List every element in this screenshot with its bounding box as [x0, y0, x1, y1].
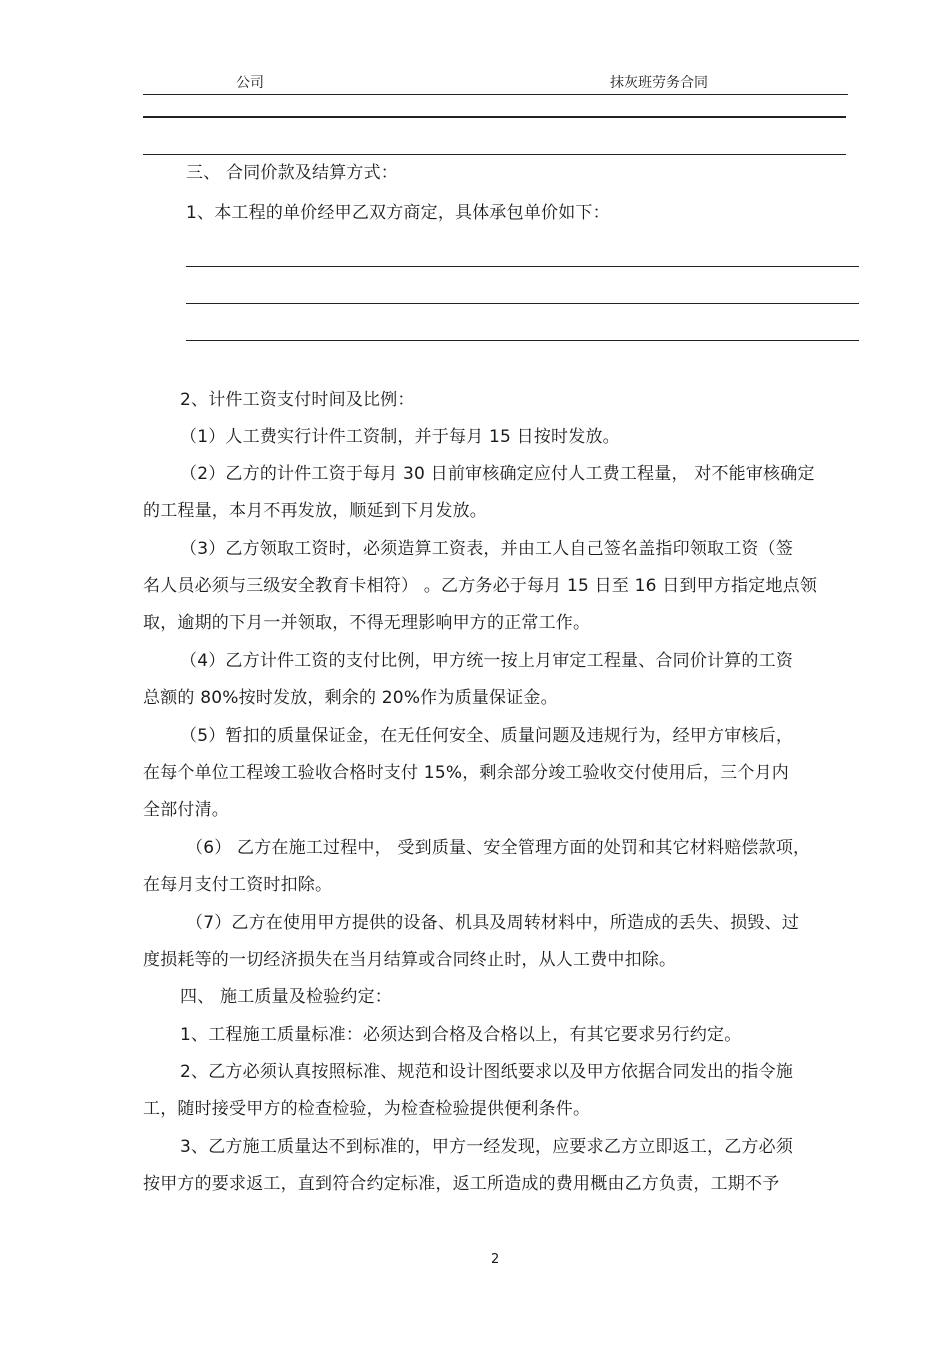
paragraph: （3）乙方领取工资时，必须造算工资表，并由工人自己签名盖指印领取工资（签 — [180, 539, 794, 559]
header-title: 抹灰班劳务合同 — [610, 75, 708, 91]
paragraph: 按甲方的要求返工，直到符合约定标准，返工所造成的费用概由乙方负责，工期不予 — [143, 1174, 780, 1194]
paragraph: （1）人工费实行计件工资制，并于每月 15 日按时发放。 — [180, 427, 620, 447]
paragraph: 的工程量，本月不再发放，顺延到下月发放。 — [143, 501, 487, 521]
paragraph: 1、本工程的单价经甲乙双方商定，具体承包单价如下： — [186, 203, 610, 223]
paragraph: （6） 乙方在施工过程中， 受到质量、安全管理方面的处罚和其它材料赔偿款项， — [186, 838, 811, 858]
paragraph: 名人员必须与三级安全教育卡相符） 。乙方务必于每月 15 日至 16 日到甲方指定地点领 — [143, 576, 818, 596]
header-company: 公司 — [236, 75, 264, 91]
blank-fill-line — [186, 340, 859, 341]
paragraph: 全部付清。 — [143, 800, 229, 820]
paragraph: （2）乙方的计件工资于每月 30 日前审核确定应付人工费工程量， 对不能审核确定 — [180, 464, 815, 484]
paragraph: （4）乙方计件工资的支付比例，甲方统一按上月审定工程量、合同价计算的工资 — [180, 651, 794, 671]
paragraph: 3、乙方施工质量达不到标准的，甲方一经发现，应要求乙方立即返工，乙方必须 — [180, 1137, 794, 1157]
paragraph: 取，逾期的下月一并领取，不得无理影响甲方的正常工作。 — [143, 613, 591, 633]
paragraph: 度损耗等的一切经济损失在当月结算或合同终止时，从人工费中扣除。 — [143, 950, 677, 970]
paragraph: 2、乙方必须认真按照标准、规范和设计图纸要求以及甲方依据合同发出的指令施 — [180, 1062, 794, 1082]
section-heading-4: 四、 施工质量及检验约定： — [180, 987, 393, 1007]
paragraph: 1、工程施工质量标准：必须达到合格及合格以上，有其它要求另行约定。 — [180, 1025, 742, 1045]
blank-fill-line — [186, 303, 859, 304]
paragraph: （5）暂扣的质量保证金，在无任何安全、质量问题及违规行为，经甲方审核后， — [180, 726, 794, 746]
paragraph: （7）乙方在使用甲方提供的设备、机具及周转材料中，所造成的丢失、损毁、过 — [186, 913, 800, 933]
paragraph: 在每月支付工资时扣除。 — [143, 875, 333, 895]
page-number: 2 — [491, 1252, 500, 1267]
blank-fill-line — [143, 154, 846, 155]
blank-fill-line — [143, 116, 846, 118]
paragraph: 总额的 80%按时发放，剩余的 20%作为质量保证金。 — [143, 688, 558, 708]
header-rule — [143, 94, 848, 95]
paragraph: 工，随时接受甲方的检查检验，为检查检验提供便利条件。 — [143, 1099, 591, 1119]
paragraph: 在每个单位工程竣工验收合格时支付 15%，剩余部分竣工验收交付使用后，三个月内 — [143, 763, 789, 783]
paragraph: 2、计件工资支付时间及比例： — [180, 390, 415, 410]
section-heading-3: 三、 合同价款及结算方式： — [186, 163, 399, 183]
blank-fill-line — [186, 266, 859, 267]
